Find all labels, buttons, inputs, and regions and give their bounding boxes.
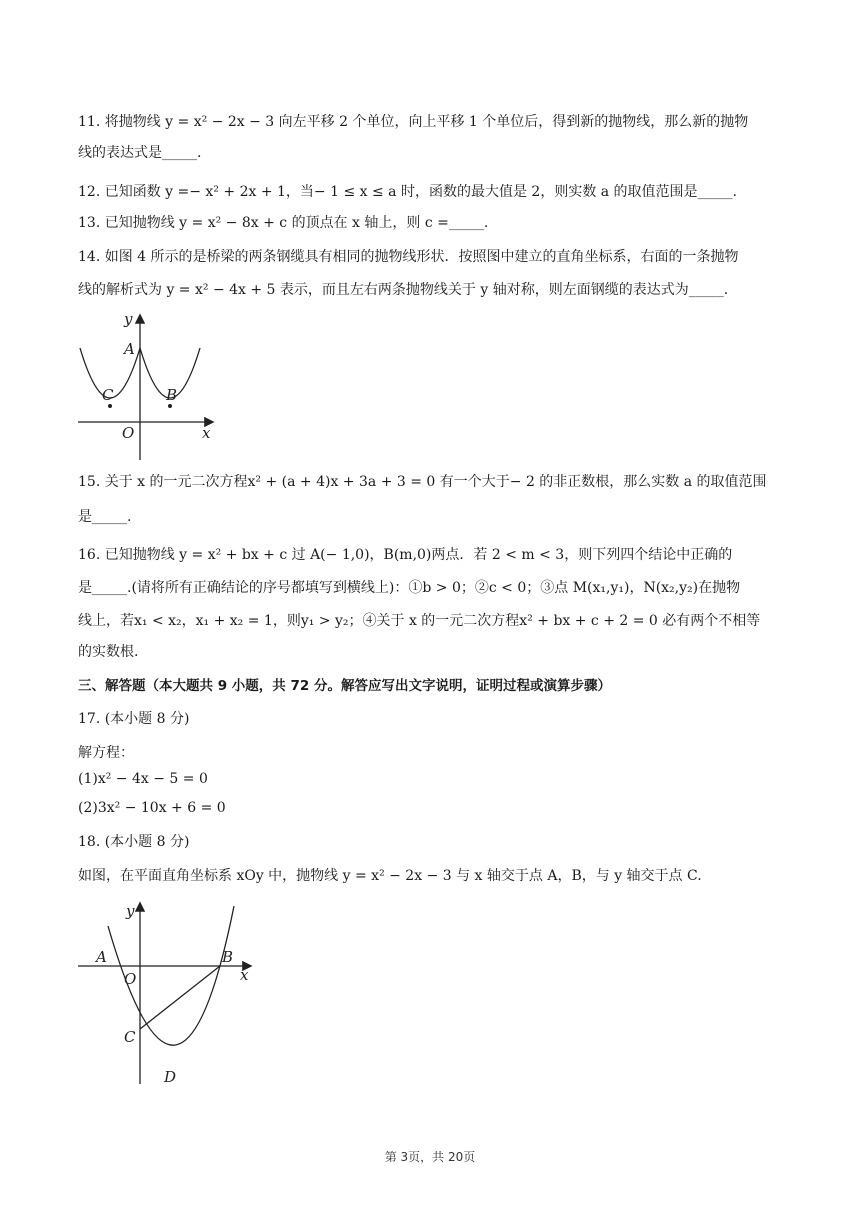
section-3-heading: 三、解答题（本大题共 9 小题，共 72 分。解答应写出文字说明，证明过程或演算步骤） xyxy=(78,678,611,694)
q11-line2: 线的表达式是_____. xyxy=(78,145,202,161)
label-x: x xyxy=(202,424,211,442)
q17-intro: 解方程： xyxy=(78,745,134,761)
label-y: y xyxy=(124,310,133,328)
q12-text: 12. 已知函数 y =− x² + 2x + 1，当− 1 ≤ x ≤ a 时，函数的最大值是 2，则实数 a 的取值范围是_____. xyxy=(78,184,738,200)
q15-line2: 是_____. xyxy=(78,509,132,525)
q16-line4: 的实数根. xyxy=(78,644,139,660)
label-d: D xyxy=(164,1068,177,1086)
q17-part1: (1)x² − 4x − 5 = 0 xyxy=(78,771,208,787)
point-c xyxy=(108,404,112,408)
label-a: A xyxy=(96,948,107,966)
page-footer: 第 3页，共 20页 xyxy=(384,1150,476,1164)
q11-line1: 11. 将抛物线 y = x² − 2x − 3 向左平移 2 个单位，向上平移 1 个单位后，得到新的抛物线，那么新的抛物 xyxy=(78,114,749,130)
figure-q14-bridge-cables xyxy=(70,310,220,470)
label-y: y xyxy=(126,902,135,920)
q16-line2: 是_____.(请将所有正确结论的序号都填写到横线上)：①b > 0；②c < 0；③点 M(x₁,y₁)，N(x₂,y₂)在抛物 xyxy=(78,580,741,596)
label-c: C xyxy=(102,386,114,404)
q17-part2: (2)3x² − 10x + 6 = 0 xyxy=(78,800,226,816)
label-x: x xyxy=(240,966,249,984)
q14-line1: 14. 如图 4 所示的是桥梁的两条钢缆具有相同的抛物线形状．按照图中建立的直角坐标系，右面的一条抛物 xyxy=(78,249,739,265)
q15-line1: 15. 关于 x 的一元二次方程x² + (a + 4)x + 3a + 3 = 0 有一个大于− 2 的非正数根，那么实数 a 的取值范围 xyxy=(78,474,767,490)
q14-line2: 线的解析式为 y = x² − 4x + 5 表示，而且左右两条抛物线关于 y 轴对称，则左面钢缆的表达式为_____. xyxy=(78,282,729,298)
figure-q18-parabola xyxy=(70,898,260,1088)
label-c: C xyxy=(124,1028,136,1046)
segment-bc xyxy=(140,966,220,1029)
q13-text: 13. 已知抛物线 y = x² − 8x + c 的顶点在 x 轴上，则 c =_____. xyxy=(78,215,489,231)
point-b xyxy=(168,404,172,408)
q16-line3: 线上，若x₁ < x₂，x₁ + x₂ = 1，则y₁ > y₂；④关于 x 的一元二次方程x² + bx + c + 2 = 0 必有两个不相等 xyxy=(78,613,761,629)
label-o: O xyxy=(124,970,137,988)
q18-text: 如图，在平面直角坐标系 xOy 中，抛物线 y = x² − 2x − 3 与 x 轴交于点 A，B，与 y 轴交于点 C. xyxy=(78,868,702,884)
label-a: A xyxy=(124,340,135,358)
label-o: O xyxy=(122,424,135,442)
label-b: B xyxy=(166,386,178,404)
label-b: B xyxy=(222,948,234,966)
q18-heading: 18. (本小题 8 分) xyxy=(78,834,190,850)
q17-heading: 17. (本小题 8 分) xyxy=(78,711,190,727)
q16-line1: 16. 已知抛物线 y = x² + bx + c 过 A(− 1,0)，B(m,0)两点．若 2 < m < 3，则下列四个结论中正确的 xyxy=(78,547,733,563)
